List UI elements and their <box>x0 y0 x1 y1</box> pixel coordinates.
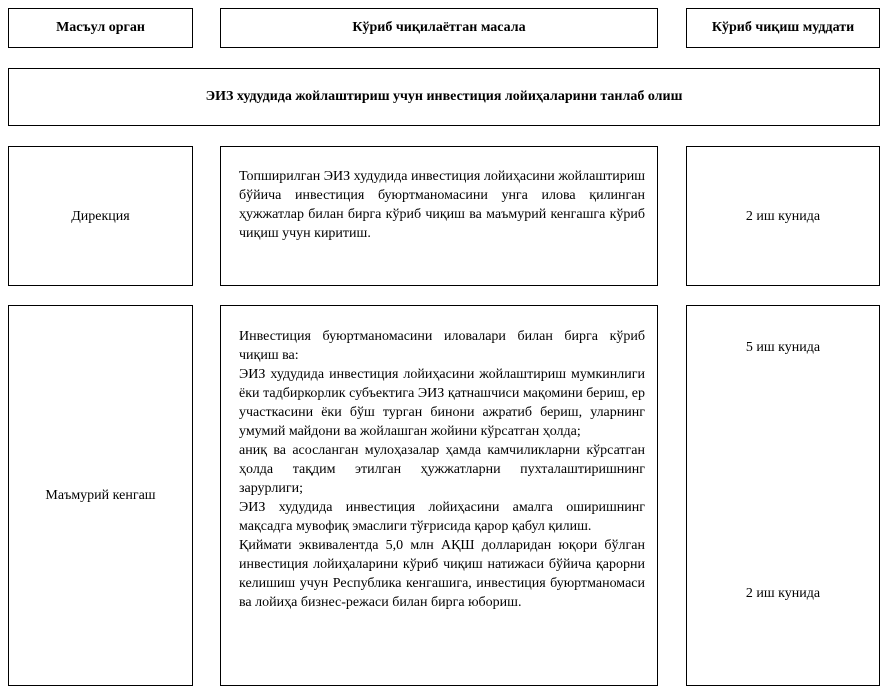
row-1-term-cell <box>686 146 880 286</box>
header-term-label: Кўриб чиқиш муддати <box>711 20 855 35</box>
row-1-term: 2 иш кунида <box>745 208 821 224</box>
row-1-organ-cell <box>8 146 193 286</box>
row-2-issue-paragraph-1: Инвестиция буюртманомасини иловалари билан бирга кўриб чиқиш ва: <box>239 329 645 363</box>
row-2-issue-paragraph-4: ЭИЗ худудида инвестиция лойиҳасини амалга оширишнинг мақсадга мувофиқ эмаслиги тўғрисида қарор қабул қилиш. <box>239 500 645 534</box>
header-organ-cell <box>8 8 193 48</box>
header-organ-label: Масъул орган <box>56 20 145 35</box>
row-2-term-2: 2 иш кунида <box>745 586 821 601</box>
row-2-term-cell <box>686 305 880 686</box>
row-2-issue-paragraph-2: ЭИЗ худудида инвестиция лойиҳасини жойлаштириш мумкинлиги ёки тадбиркорлик субъектига ЭИЗ қатнашчиси мақомини бериш, ер участкасини ёки бўш турган бинони ажратиб бериш, уларнинг умумий майдони ва жойлашган жойини кўрсатган ҳолда; <box>239 367 645 439</box>
header-issue-cell <box>220 8 658 48</box>
row-1-issue-cell <box>220 146 658 286</box>
row-1-organ: Дирекция <box>71 208 130 224</box>
stage-banner <box>8 68 880 126</box>
stage-banner-title: ЭИЗ худудида жойлаштириш учун инвестиция лойиҳаларини танлаб олиш <box>205 89 683 104</box>
header-issue-label: Кўриб чиқилаётган масала <box>352 20 526 35</box>
header-term-cell <box>686 8 880 48</box>
row-2-issue-cell <box>220 305 658 686</box>
row-2-issue-paragraph-3: аниқ ва асосланган мулоҳазалар ҳамда камчиликларни кўрсатган ҳолда тақдим этилган ҳужжатларни пухталаштиришнинг зарурлиги; <box>239 443 645 496</box>
row-1-issue: Топширилган ЭИЗ худудида инвестиция лойиҳасини жойлаштириш бўйича инвестиция буюртманомасини унга илова қилинган ҳужжатлар билан бирга кўриб чиқиш ва маъмурий кенгашга кўриб чиқиш учун киритиш. <box>239 169 645 241</box>
row-2-issue-paragraph-5: Қиймати эквивалентда 5,0 млн АҚШ долларидан юқори бўлган инвестиция лойиҳаларини кўриб чиқиш натижаси бўйича қарорни келишиш учун Республика кенгашига, инвестиция буюртманомаси ва лойиҳа бизнес-режаси билан бирга юбориш. <box>239 538 645 610</box>
row-2-organ-cell <box>8 305 193 686</box>
row-2-term-1: 5 иш кунида <box>745 340 821 355</box>
row-2-organ: Маъмурий кенгаш <box>45 488 156 503</box>
